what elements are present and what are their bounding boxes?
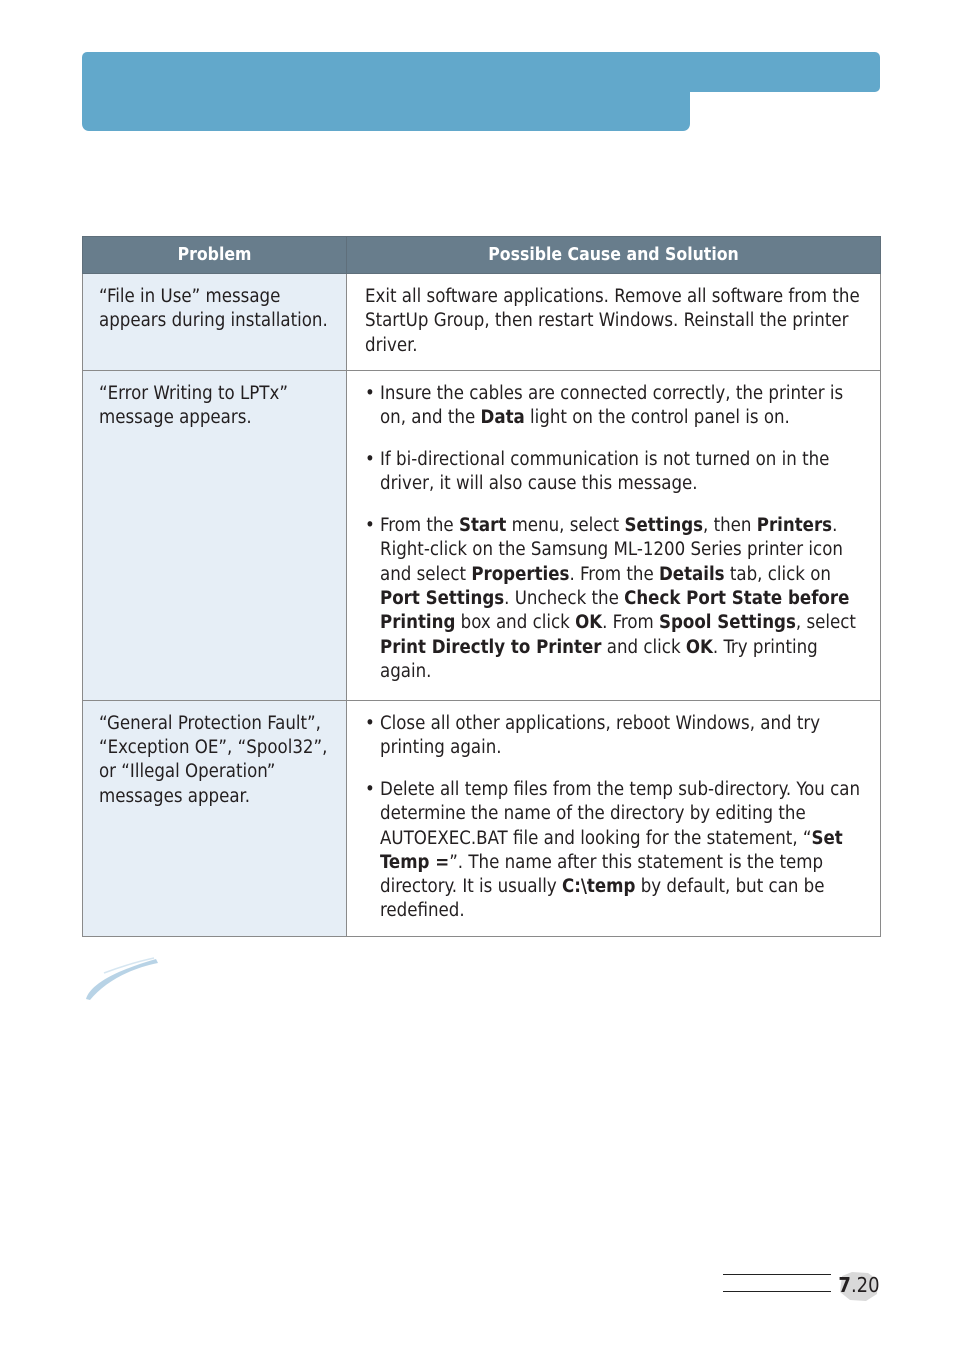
bullet-item: • Insure the cables are connected correctly, the printer is on, and the Data light on the control panel is on.: [365, 382, 862, 431]
header-banner-tab: [82, 80, 690, 131]
bullet-item: • If bi-directional communication is not turned on in the driver, it will also cause this message.: [365, 448, 862, 497]
table-row: [83, 274, 881, 371]
solution-cell: [347, 274, 881, 371]
solution-cell: [347, 370, 881, 700]
table-row: [83, 700, 881, 936]
solution-cell: [347, 700, 881, 936]
problem-cell: “General Protection Fault”, “Exception OE”, “Spool32”, or “Illegal Operation” messages appear.: [83, 700, 347, 936]
table-row: [83, 370, 881, 700]
problem-cell: “Error Writing to LPTx” message appears.: [83, 370, 347, 700]
footer-rule: [723, 1274, 831, 1275]
bullet-item: • Close all other applications, reboot Windows, and try printing again.: [365, 712, 862, 761]
page-number: 7.20: [838, 1273, 880, 1297]
problem-column-header: Problem: [83, 237, 347, 274]
brush-stroke-icon: [84, 955, 160, 1003]
footer-rule: [723, 1291, 831, 1292]
solution-text: Exit all software applications. Remove all software from the StartUp Group, then restart Windows. Reinstall the printer driver.: [365, 286, 860, 356]
table-header-row: [83, 237, 881, 274]
problem-cell: “File in Use” message appears during installation.: [83, 274, 347, 371]
bullet-item: • From the Start menu, select Settings, then Printers. Right-click on the Samsung ML-1200 Series printer icon and select Properties. From the Details tab, click on Port Settings. Uncheck the Check Port State before Printing box and click OK. From Spool Settings, select Print Directly to Printer and click OK. Try printing again.: [365, 514, 862, 684]
bullet-item: • Delete all temp files from the temp sub-directory. You can determine the name of the directory by editing the AUTOEXEC.BAT file and looking for the statement, “Set Temp =”. The name after this statement is the temp directory. It is usually C:\temp by default, but can be redefined.: [365, 778, 862, 924]
troubleshooting-table: [82, 236, 881, 937]
solution-column-header: Possible Cause and Solution: [347, 237, 881, 274]
